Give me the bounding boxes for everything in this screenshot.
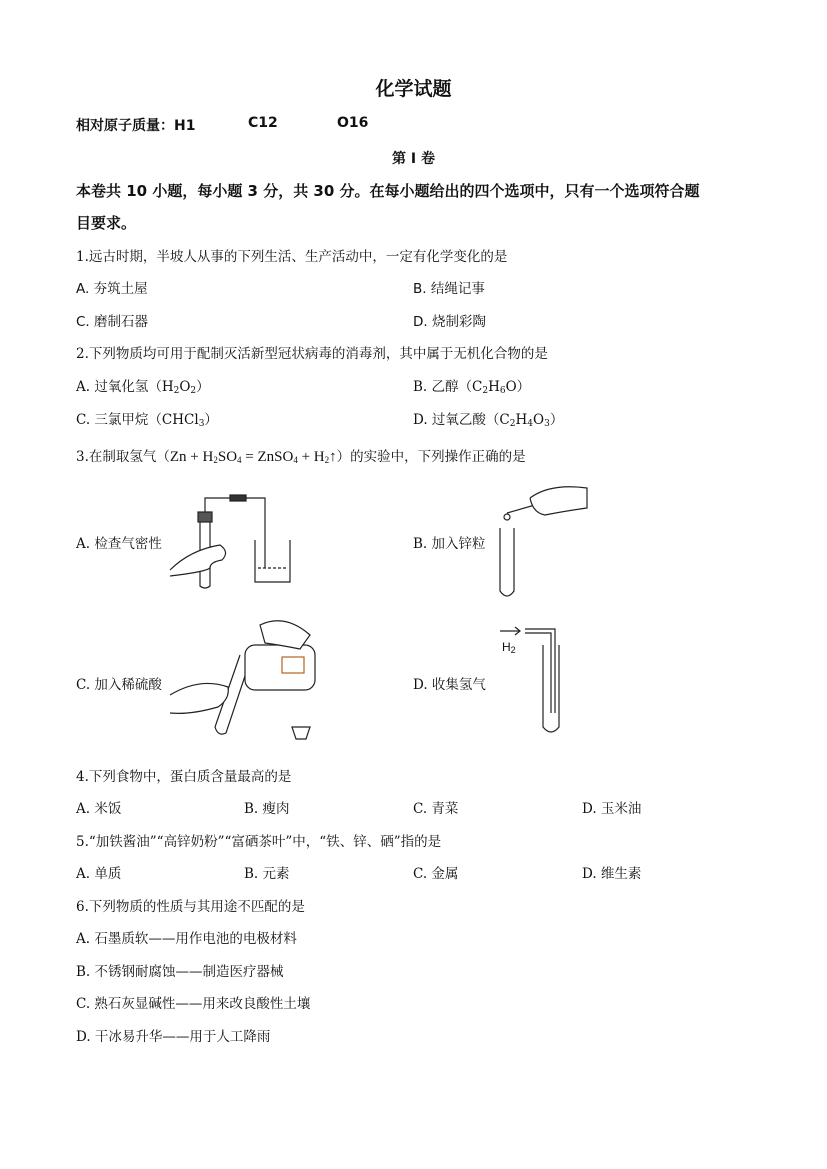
q4-option-c: C. 青菜 bbox=[413, 801, 459, 817]
figure-collecting-hydrogen bbox=[495, 625, 575, 740]
q4-option-d: D. 玉米油 bbox=[582, 801, 642, 817]
q3-option-b: B. 加入锌粒 bbox=[413, 536, 486, 552]
q3-option-d: D. 收集氢气 bbox=[413, 677, 486, 693]
q1-option-c: C. 磨制石器 bbox=[76, 314, 149, 330]
page-title: 化学试题 bbox=[375, 78, 452, 100]
atomic-mass-line bbox=[76, 115, 195, 135]
q6-option-d: D. 干冰易升华——用于人工降雨 bbox=[76, 1029, 271, 1045]
figure-airtightness-check bbox=[170, 490, 310, 590]
q2-stem: 2.下列物质均可用于配制灭活新型冠状病毒的消毒剂，其中属于无机化合物的是 bbox=[76, 346, 548, 362]
atomic-mass-c: C12 bbox=[248, 115, 278, 131]
q3-option-a: A. 检查气密性 bbox=[76, 536, 162, 552]
q2-option-d: D. 过氧乙酸$(C_2H_4O_3)$ bbox=[413, 412, 564, 429]
q5-stem: 5.“加铁酱油”“高锌奶粉”“富硒茶叶”中，“铁、锌、硒”指的是 bbox=[76, 834, 442, 850]
q6-option-b: B. 不锈钢耐腐蚀——制造医疗器械 bbox=[76, 964, 284, 980]
q6-option-a: A. 石墨质软——用作电池的电极材料 bbox=[76, 931, 297, 947]
q6-stem: 6.下列物质的性质与其用途不匹配的是 bbox=[76, 899, 305, 915]
intro-line-1: 本卷共 10 小题，每小题 3 分，共 30 分。在每小题给出的四个选项中，只有一个选项符合题 bbox=[76, 182, 700, 200]
h2-label: $H_2$ bbox=[502, 640, 516, 655]
q4-option-a: A. 米饭 bbox=[76, 801, 122, 817]
q1-option-b: B. 结绳记事 bbox=[413, 281, 485, 297]
q1-option-a: A. 夯筑土屋 bbox=[76, 281, 148, 297]
intro-line-2: 目要求。 bbox=[76, 214, 137, 232]
q2-option-a: A. 过氧化氢$(H_2O_2)$ bbox=[76, 379, 210, 396]
q5-option-b: B. 元素 bbox=[244, 866, 290, 882]
q5-option-d: D. 维生素 bbox=[582, 866, 642, 882]
q5-option-c: C. 金属 bbox=[413, 866, 459, 882]
atomic-mass-h: H1 bbox=[174, 118, 196, 134]
q3-option-c: C. 加入稀硫酸 bbox=[76, 677, 162, 693]
atomic-mass-o: O16 bbox=[337, 115, 369, 131]
q5-option-a: A. 单质 bbox=[76, 866, 122, 882]
q2-option-c: C. 三氯甲烷（CHCl$_3$） bbox=[76, 412, 218, 429]
q4-stem: 4.下列食物中，蛋白质含量最高的是 bbox=[76, 769, 292, 785]
figure-adding-zinc bbox=[495, 483, 595, 601]
q4-option-b: B. 瘦肉 bbox=[244, 801, 290, 817]
q3-equation: $Zn + H_2SO_4$ = ZnSO$_4$ + $H_2↑$ bbox=[169, 449, 337, 465]
section-heading: 第 I 卷 bbox=[392, 151, 435, 167]
atomic-mass-label: 相对原子质量： bbox=[76, 118, 174, 134]
q2-option-b: B. 乙醇$(C_2H_6O)$ bbox=[413, 379, 531, 396]
q1-option-d: D. 烧制彩陶 bbox=[413, 314, 486, 330]
q1-stem: 1.远古时期，半坡人从事的下列生活、生产活动中，一定有化学变化的是 bbox=[76, 249, 508, 265]
figure-adding-acid bbox=[170, 615, 320, 750]
q3-stem: 3.在制取氢气（$Zn + H_2SO_4$ = ZnSO$_4$ + $H_2↑$）的实验中，下列操作正确的是 bbox=[76, 449, 526, 465]
q6-option-c: C. 熟石灰显碱性——用来改良酸性土壤 bbox=[76, 996, 311, 1012]
